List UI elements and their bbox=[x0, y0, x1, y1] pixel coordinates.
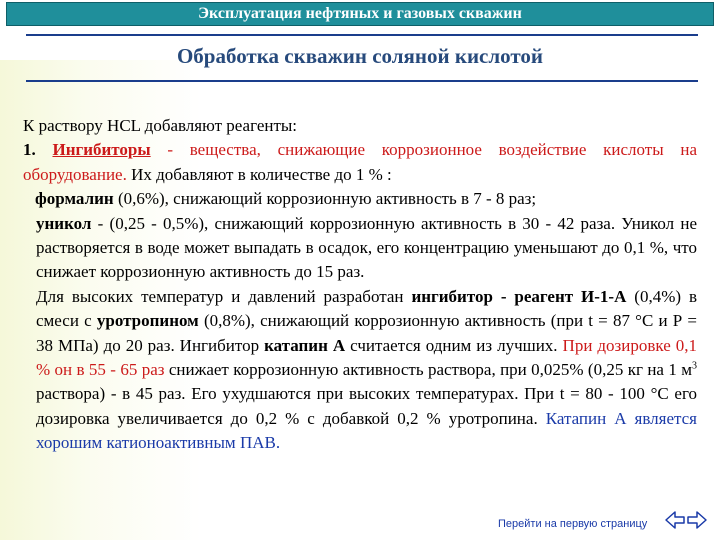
katapin-term: катапин А bbox=[264, 335, 346, 355]
dosage-highlight: При дозировке 0,1 % он в 55 - 65 раз bbox=[36, 335, 698, 380]
first-page-link[interactable]: Перейти на первую страницу bbox=[498, 518, 648, 530]
formalin-paragraph bbox=[23, 187, 697, 211]
p3-text-j: раствора) - в 45 раз. Его ухудшаются при высоких температурах. При t = 80 - 100 °С его дозировка увеличивается до 0,2 % с добавкой 0,2 % уротропина. bbox=[36, 384, 697, 428]
intro-paragraph: К раствору HCL добавляют реагенты: bbox=[23, 116, 298, 135]
high-temperature-paragraph bbox=[23, 285, 697, 456]
reagent-i1a-term: ингибитор - реагент И-1-А bbox=[411, 286, 627, 306]
p3-text-g: считается одним из лучших. bbox=[345, 335, 563, 355]
title-rule-bottom bbox=[26, 80, 698, 82]
katapin-summary: Катапин А является хорошим катионоактивным ПАВ. bbox=[36, 408, 697, 453]
p3-text-e: (0,8%), снижающий коррозионную активность (при t = 87 °С и Р = 38 МПа) до 20 раз. Ингибитор bbox=[36, 311, 697, 355]
urotropin-term: уротропином bbox=[96, 311, 199, 331]
p3-text-c: (0,4%) в смеси с bbox=[36, 286, 697, 331]
arrow-left-icon[interactable] bbox=[666, 512, 684, 528]
header-title: Эксплуатация нефтяных и газовых скважин bbox=[198, 5, 522, 22]
slide-title: Обработка скважин соляной кислотой bbox=[176, 44, 544, 68]
cubic-superscript: 3 bbox=[691, 360, 697, 372]
inhibitors-paragraph bbox=[23, 138, 697, 187]
header-bar bbox=[6, 2, 714, 26]
arrow-right-icon[interactable] bbox=[688, 512, 706, 528]
title-rule-top bbox=[26, 34, 698, 36]
formalin-text: (0,6%), снижающий коррозионную активность в 7 - 8 раз; bbox=[113, 189, 537, 209]
inhibitors-definition: - вещества, снижающие коррозионное воздействие кислоты на оборудование. bbox=[23, 140, 697, 184]
item-number: 1. bbox=[23, 140, 36, 160]
unikol-paragraph bbox=[23, 212, 697, 285]
p3-text-i: снижает коррозионную активность раствора, при 0,025% (0,25 кг на 1 м bbox=[164, 360, 692, 380]
nav-arrows bbox=[664, 509, 708, 531]
formalin-term: формалин bbox=[35, 189, 114, 209]
unikol-text: - (0,25 - 0,5%), снижающий коррозионную активность в 30 - 42 раза. Уникол не растворяется в воде может выпадать в осадок, его концентрацию уменьшают до 0,1 %, что снижает коррозионную активность до 15 раз. bbox=[36, 213, 697, 282]
inhibitors-dosage: Их добавляют в количестве до 1 % : bbox=[126, 164, 392, 184]
unikol-term: уникол bbox=[36, 213, 92, 233]
slide-body bbox=[23, 114, 697, 456]
inhibitors-term: Ингибиторы bbox=[52, 140, 151, 160]
p3-text-a: Для высоких температур и давлений разработан bbox=[36, 286, 412, 306]
